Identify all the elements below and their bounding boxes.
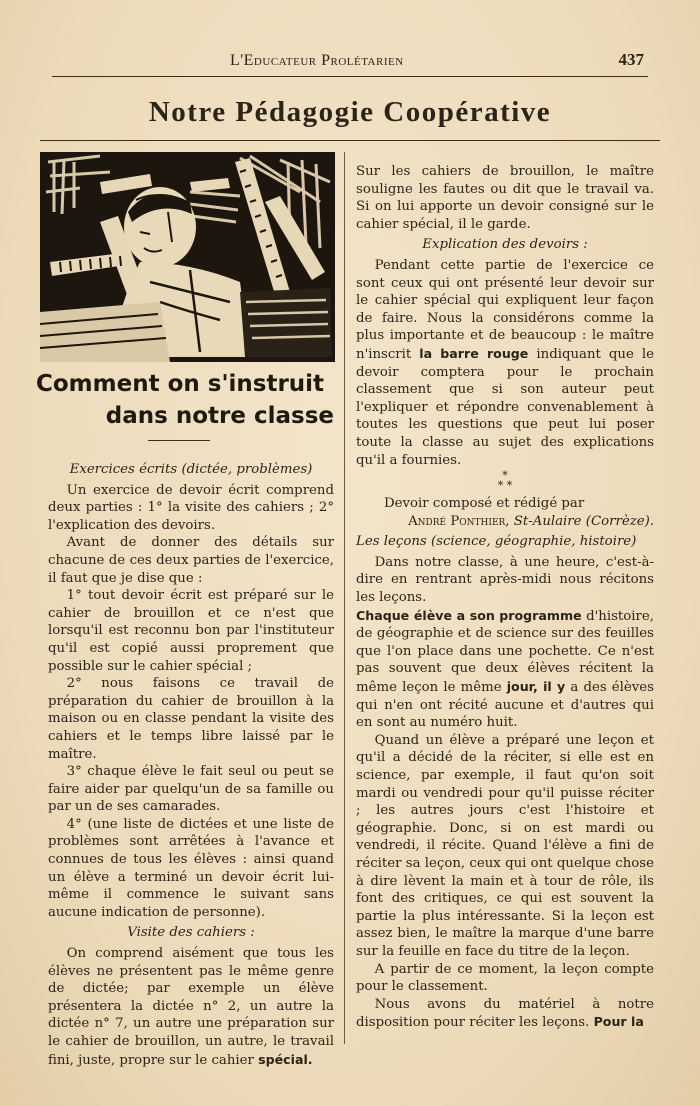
signature-place: St-Aulaire (Corrèze). bbox=[513, 513, 654, 529]
paragraph-bold: jour, il y bbox=[506, 679, 566, 695]
paragraph: Un exercice de devoir écrit comprend deux parties : 1° la visite des cahiers ; 2° l'explication des devoirs. bbox=[48, 482, 334, 533]
right-column bbox=[356, 163, 654, 1032]
signature-author bbox=[356, 513, 654, 531]
asterism-bottom: * * bbox=[497, 479, 513, 493]
article-subheading bbox=[36, 368, 336, 432]
paragraph: A partir de ce moment, la leçon compte pour le classement. bbox=[356, 961, 654, 995]
paragraph: Quand un élève a préparé une leçon et qu'il a décidé de la réciter, si elle est en science, par exemple, il faut qu'on soit mardi ou vendredi pour qu'il puisse réciter ; les autres jours c'est l'histoire et géographie. Donc, si on est mardi ou vendredi, il récite. Quand l'élève a fini de réciter sa leçon, ceux qui ont quelque chose à dire lèvent la main et à tour de rôle, ils font des critiques, ce qui est souvent la partie la plus intéressante. Si la leçon est assez bien, le maître la marque d'une barre sur la feuille en face du titre de la leçon. bbox=[356, 732, 654, 959]
section-heading-paren: (dictée, problèmes) bbox=[181, 462, 313, 477]
paragraph-text: Nous avons du matériel à notre disposition pour réciter les leçons. bbox=[356, 996, 654, 1031]
signature-line: Devoir composé et rédigé par bbox=[384, 496, 585, 512]
paragraph-text: Pendant cette partie de l'exercice ce sont ceux qui ont présenté leur devoir sur le cahier spécial qui expliquent leur façon de faire. Nous la considérons comme la plus importante et de beaucoup : le maître n'inscrit bbox=[356, 257, 654, 362]
section-heading-text: Exercices écrits bbox=[69, 462, 178, 477]
section-heading-paren: (science, géographie, histoire) bbox=[430, 534, 637, 550]
asterism bbox=[356, 471, 654, 491]
paragraph-bold: la barre rouge bbox=[419, 345, 529, 361]
subheading-line-2: dans notre classe bbox=[105, 403, 334, 429]
title-rule bbox=[40, 140, 660, 141]
paragraph-text: d'histoire, de géographie et de science sur des feuilles que l'on place dans une pochette. Ce n'est pas souvent que deux élèves récitent la même leçon le même bbox=[356, 608, 654, 696]
column-separator bbox=[344, 152, 345, 1044]
paragraph bbox=[356, 257, 654, 469]
paragraph-bold: Chaque élève a son bbox=[356, 607, 495, 623]
subheading-rule bbox=[148, 440, 210, 441]
left-column bbox=[48, 458, 334, 1069]
paragraph bbox=[356, 996, 654, 1032]
paragraph: 4° (une liste de dictées et une liste de problèmes sont arrêtées à l'avance et connues de tous les élèves : ainsi quand un élève a terminé un devoir écrit lui-même il commence le suivant sans aucune indication de personne). bbox=[48, 816, 334, 920]
paragraph bbox=[356, 607, 654, 732]
paragraph: Dans notre classe, à une heure, c'est-à-dire en rentrant après-midi nous récitons les leçons. bbox=[356, 554, 654, 606]
section-heading-visite: Visite des cahiers : bbox=[127, 925, 255, 941]
paragraph bbox=[48, 945, 334, 1069]
paragraph-text: indiquant que le devoir comptera pour le prochain classement que si son auteur peut l'expliquer et répondre convenablement à toutes les questions que peut lui poser toute la classe au sujet des explications qu'il a fournies. bbox=[356, 346, 654, 468]
running-title: L'Educateur Prolétarien bbox=[230, 52, 404, 69]
paragraph-bold: spécial. bbox=[258, 1051, 313, 1067]
woodcut-figure-icon bbox=[40, 152, 335, 362]
paragraph: 2° nous faisons ce travail de préparation du cahier de brouillon à la maison ou en classe pendant la visite des cahiers et le temps libre laissé par le maître. bbox=[48, 676, 334, 762]
paragraph-text: On comprend aisément que tous les élèves ne présentent pas le même genre de dictée; par exemple un élève présentera la dictée n° 2, un autre la dictée n° 7, un autre une préparation sur le cahier de brouillon, un autre, le travail fini, juste, propre sur le cahier bbox=[48, 946, 334, 1068]
paragraph-text: a des élèves qui n'en ont récité aucune et d'autres qui en sont au numéro huit. bbox=[356, 680, 654, 731]
page-title: Notre Pédagogie Coopérative bbox=[148, 96, 552, 128]
section-heading-explication: Explication des devoirs : bbox=[422, 237, 588, 253]
subheading-line-1: Comment on s'instruit bbox=[36, 371, 325, 397]
paragraph-bold: programme bbox=[499, 607, 582, 623]
paragraph: 1° tout devoir écrit est préparé sur le cahier de brouillon et ce n'est que lorsqu'il est reconnu bon par l'instituteur qu'il est copié aussi proprement que possible sur le cahier spécial ; bbox=[48, 588, 334, 674]
paragraph-bold: Pour la bbox=[593, 1014, 644, 1030]
asterism-top: * bbox=[502, 469, 508, 483]
header-rule bbox=[52, 76, 648, 77]
paragraph: 3° chaque élève le fait seul ou peut se faire aider par quelqu'un de sa famille ou par un de ses camarades. bbox=[48, 764, 334, 815]
page-number: 437 bbox=[618, 50, 644, 69]
running-header bbox=[50, 48, 650, 74]
paragraph: Avant de donner des détails sur chacune de ces deux parties de l'exercice, il faut que je dise que : bbox=[48, 535, 334, 586]
woodcut-illustration bbox=[40, 152, 335, 362]
section-heading-text: Les leçons bbox=[356, 534, 427, 550]
section-heading-lecons bbox=[356, 533, 654, 551]
section-heading-exercices bbox=[48, 461, 334, 479]
paragraph: Sur les cahiers de brouillon, le maître souligne les fautes ou dit que le travail va. Si on lui apporte un devoir consigné sur le cahier spécial, il le garde. bbox=[356, 164, 654, 232]
signature-name: André Ponthier, bbox=[408, 513, 510, 529]
